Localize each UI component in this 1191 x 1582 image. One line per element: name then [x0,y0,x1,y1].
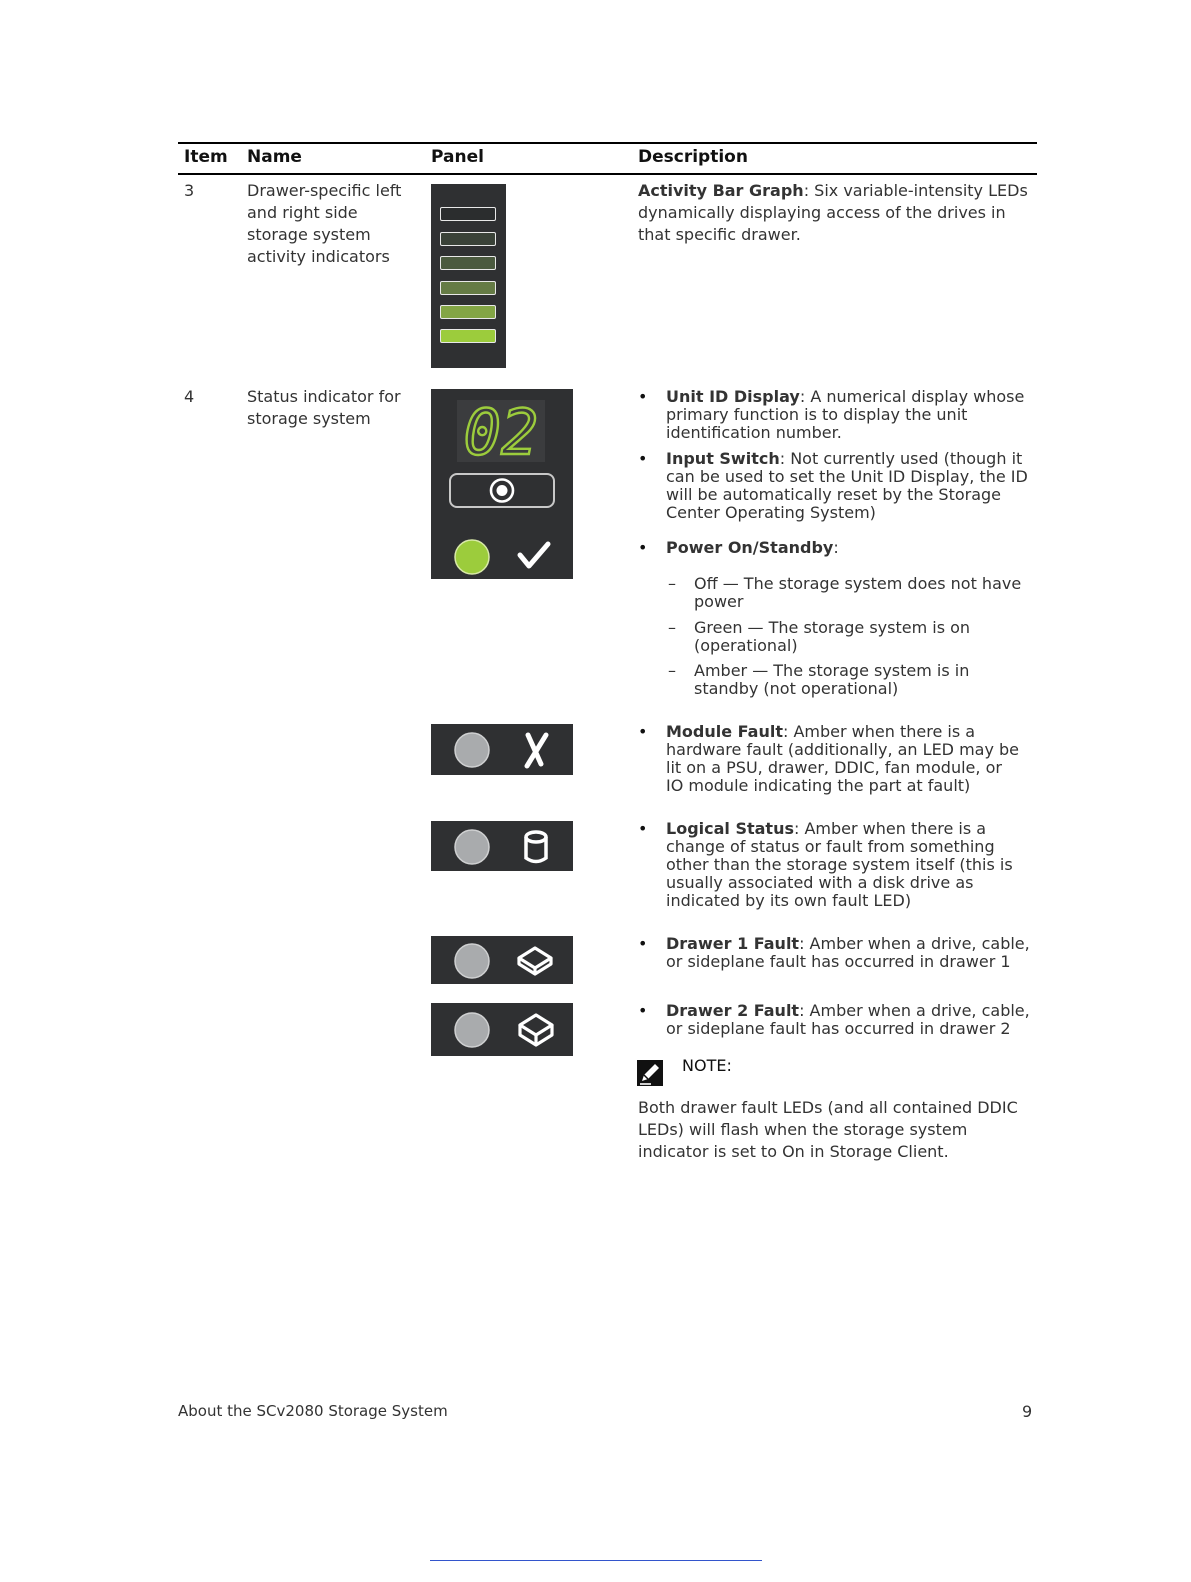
drawer2-graphics [431,1003,573,1056]
cross-icon [527,735,546,766]
drawer1-graphics [431,936,573,984]
drawer-1-icon [519,948,551,974]
unit-id-digits-icon [457,400,545,462]
row3-description: Activity Bar Graph: Six variable-intensity LEDs dynamically displaying access of the drives in that specific drawer. [638,181,1028,244]
power-standby-description: Power On/Standby: [666,538,839,557]
power-state-off: Off — The storage system does not have power [694,574,1022,611]
bullet: • [638,934,648,953]
bullet: • [638,538,648,557]
drawer-2-icon [520,1015,552,1045]
bullet: • [638,387,648,406]
row3-item: 3 [184,181,195,200]
note-text: Both drawer fault LEDs (and all contained DDIC LEDs) will flash when the storage system indicator is set to On in Storage Client. [638,1098,1018,1161]
drawer1-fault-led [455,944,489,978]
row4-name: Status indicator for storage system [247,387,401,428]
module-fault-graphics [431,724,573,775]
drawer1-fault-description: Drawer 1 Fault: Amber when a drive, cable, or sideplane fault has occurred in drawer 1 [666,934,1030,971]
footer-title: About the SCv2080 Storage System [178,1402,448,1420]
input-switch-description: Input Switch: Not currently used (though it can be used to set the Unit ID Display, the ID will be automatically reset by the Storage Center Operating System) [666,449,1028,522]
module-fault-panel [431,724,573,775]
bottom-link-rule [430,1560,762,1561]
table-header-rule [178,173,1037,175]
row3-name: Drawer-specific left and right side storage system activity indicators [247,181,402,266]
input-switch-button[interactable] [449,473,555,508]
page-number: 9 [1022,1402,1033,1421]
header-panel: Panel [431,147,484,167]
note-label: NOTE: [682,1056,732,1075]
module-fault-description: Module Fault: Amber when there is a hardware fault (additionally, an LED may be lit on a PSU, drawer, DDIC, fan module, or IO module indicating the part at fault) [666,722,1020,795]
power-state-green: Green — The storage system is on (operational) [694,618,971,655]
checkmark-icon [520,544,548,566]
activity-led-2 [440,232,496,246]
drawer2-fault-description: Drawer 2 Fault: Amber when a drive, cable, or sideplane fault has occurred in drawer 2 [666,1001,1030,1038]
bullet: • [638,819,648,838]
unit-id-display [457,400,545,462]
bullet: • [638,1001,648,1020]
dash: – [668,574,676,593]
target-icon [451,475,553,506]
dash: – [668,661,676,680]
note-pencil-icon [637,1060,663,1086]
bullet: • [638,449,648,468]
logical-status-panel [431,821,573,871]
drawer1-fault-panel [431,936,573,984]
disk-drive-icon [526,832,546,862]
activity-led-1 [440,207,496,221]
module-fault-led [455,733,489,767]
activity-led-4 [440,281,496,295]
svg-text:02: 02 [463,400,539,462]
bullet: • [638,722,648,741]
logical-status-graphics [431,821,573,871]
header-description: Description [638,147,748,167]
unit-id-display-description: Unit ID Display: A numerical display whose primary function is to display the unit identification number. [666,387,1025,442]
logical-status-description: Logical Status: Amber when there is a change of status or fault from something other than the storage system itself (this is usually associated with a disk drive as indicated by its own fault LED) [666,819,1013,910]
power-state-amber: Amber — The storage system is in standby (not operational) [694,661,970,698]
activity-bar-graph-title: Activity Bar Graph [638,181,804,200]
header-item: Item [184,147,228,167]
drawer2-fault-led [455,1013,489,1047]
drawer2-fault-panel [431,1003,573,1056]
activity-led-5 [440,305,496,319]
table-top-rule [178,142,1037,144]
status-indicator-panel [431,389,573,579]
activity-bar-graph-panel [431,184,506,368]
power-standby-row [431,523,573,583]
header-name: Name [247,147,302,167]
row4-item: 4 [184,387,195,406]
dash: – [668,618,676,637]
logical-status-led [455,830,489,864]
activity-led-3 [440,256,496,270]
activity-led-6 [440,329,496,343]
power-led [455,540,489,574]
